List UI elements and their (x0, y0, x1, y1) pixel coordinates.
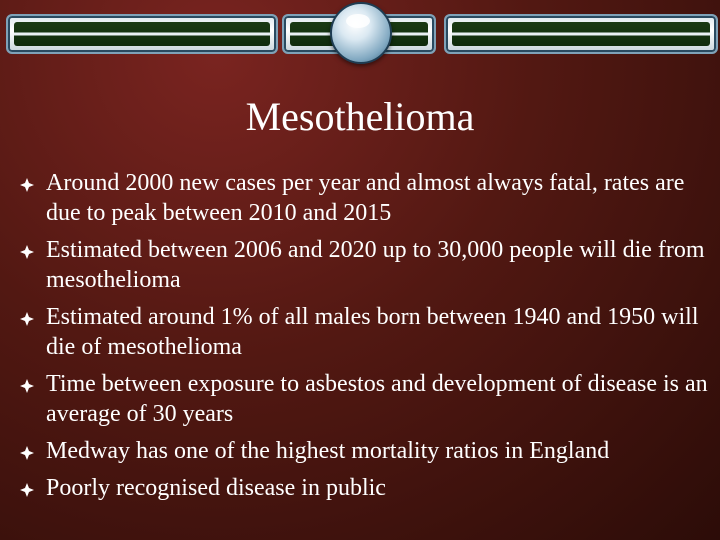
bullet-item (20, 302, 710, 362)
header-banner-right (444, 14, 718, 54)
diamond-bullet-icon (20, 178, 34, 192)
bullet-item (20, 369, 710, 429)
bullet-item (20, 473, 710, 503)
bullet-text: Estimated between 2006 and 2020 up to 30,000 people will die from mesothelioma (46, 237, 705, 293)
diamond-bullet-icon (20, 379, 34, 393)
bullet-text: Poorly recognised disease in public (46, 475, 386, 501)
globe-icon (330, 2, 392, 64)
bullet-item (20, 235, 710, 295)
bullet-text: Around 2000 new cases per year and almost always fatal, rates are due to peak between 2010 and 2015 (46, 170, 685, 226)
bullet-text: Estimated around 1% of all males born between 1940 and 1950 will die of mesothelioma (46, 304, 699, 360)
slide-title: Mesothelioma (245, 94, 475, 139)
bullet-text: Time between exposure to asbestos and development of disease is an average of 30 years (46, 371, 708, 427)
bullet-text: Medway has one of the highest mortality ratios in England (46, 438, 610, 464)
bullet-item (20, 168, 710, 228)
diamond-bullet-icon (20, 483, 34, 497)
header-banner-left (6, 14, 278, 54)
bullet-list (20, 168, 710, 510)
diamond-bullet-icon (20, 245, 34, 259)
bullet-item (20, 436, 710, 466)
diamond-bullet-icon (20, 312, 34, 326)
diamond-bullet-icon (20, 446, 34, 460)
